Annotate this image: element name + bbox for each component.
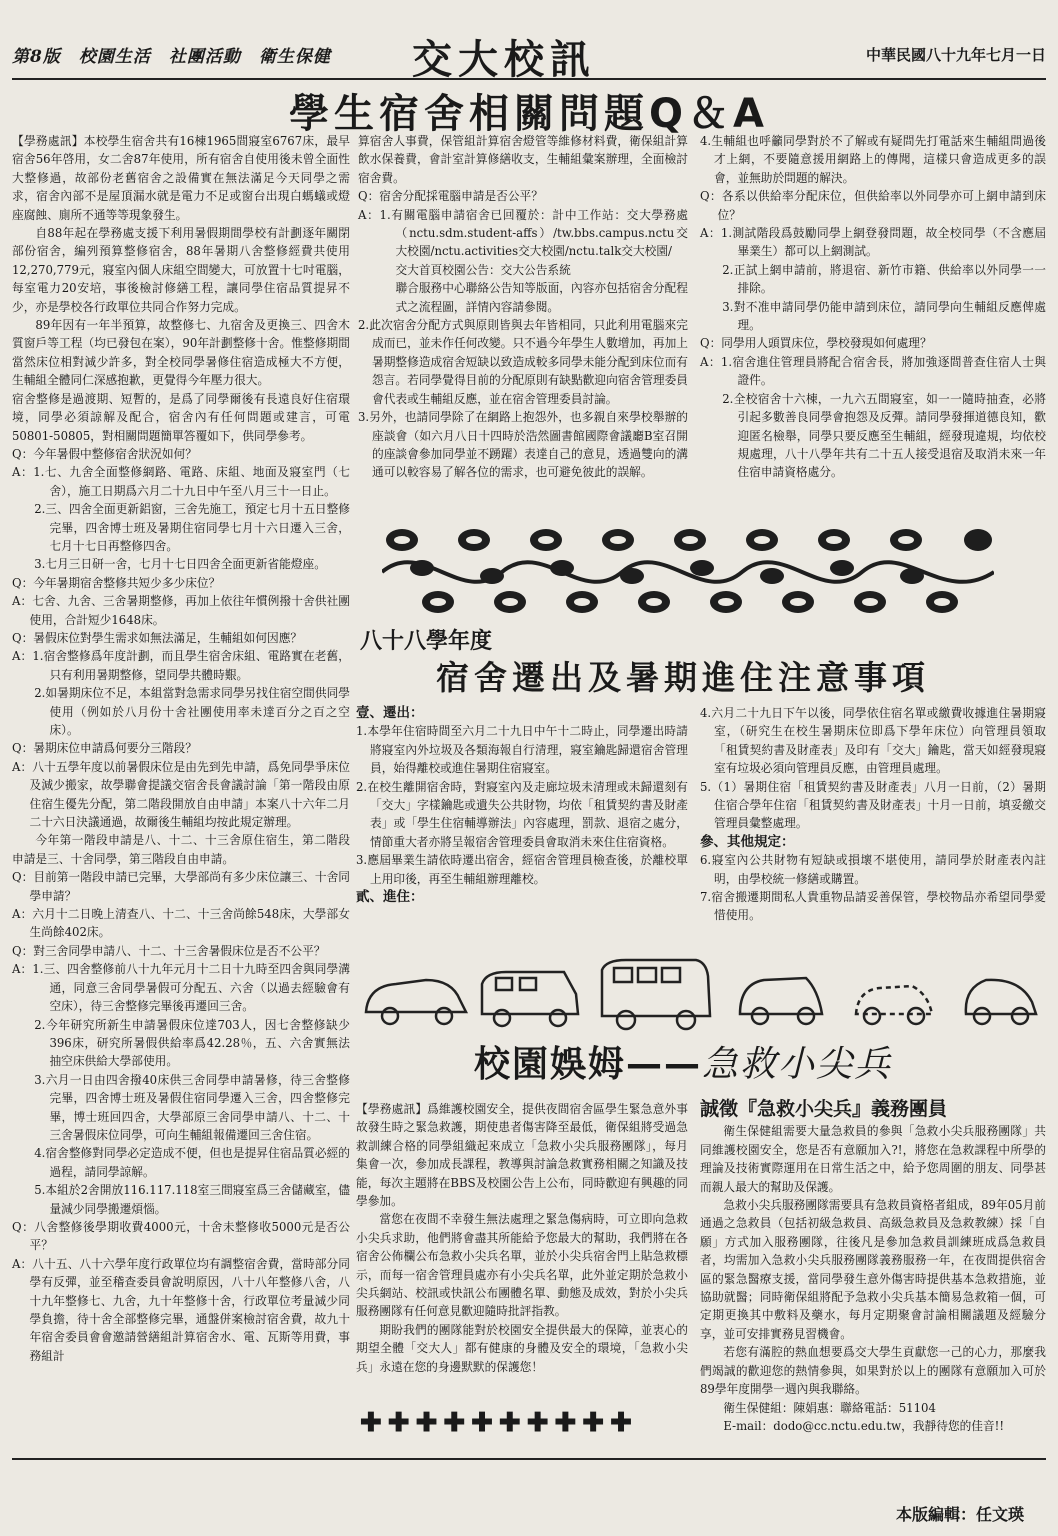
section2-title: 宿舍遷出及暑期進住注意事項 — [436, 658, 930, 697]
notice-item: 3.應屆畢業生請依時遷出宿舍，經宿舍管理員檢查後，於離校單上用印後，再至生輔組辦理離校。 — [356, 853, 688, 886]
answer: A：1.測試階段爲鼓勵同學上網登發問題，故全校同學（不含應屆畢業生）都可以上網測試。 — [700, 226, 1046, 259]
answer-item: 3.六月一日由四舍撥40床供三舍同學申請暑修，待三舍整修完畢，四舍博士班及暑假住宿同學遷入三舍，四舍整修完畢，博士班回四舍，大學部原三舍同學申請八、十二、十三舍暑假床位同學，可向生輔組報備遷回三舍住宿。 — [34, 1072, 350, 1142]
answer: A：1.七、九舍全面整修網路、電路、床組、地面及寢室門（七舍），施工日期爲六月二十九日中午至八月三十一日止。 — [12, 465, 350, 498]
paragraph: 【學務處訊】爲維護校園安全，提供夜間宿舍區學生緊急意外事故發生時之緊急救護，期使患者傷害降至最低，衛保組將受過急救訓練合格的同學組織起來成立「急救小尖兵服務團隊」，每月集會一次，參加成長課程，教導與討論急救實務相關之知識及技能，每次主題將在BBS及校園公告上公布，同時歡迎有興趣的同學參加。 — [356, 1102, 688, 1209]
answer: A：八十五、八十六學年度行政單位均有調整宿舍費，當時部分同學有反彈，並至稽查委員會說明原因，八十八年整修八舍，八十九年整修七、九舍，九十年整修十舍，行政單位考量減少同學負擔，待十舍全部整修完畢，通盤併案檢討宿舍費，故九十年宿舍委員會會邀請營繕組計算宿舍水、電、瓦斯等用費，事務組計 — [12, 1256, 350, 1363]
footer-rule — [12, 1458, 1046, 1460]
answer: A：1.宿舍進住管理員將配合宿舍長，將加強逐間普查住宿人士與證件。 — [700, 354, 1046, 388]
paragraph: 宿舍整修是過渡期、短暫的，是爲了同學爾後有長遠良好住宿環境，同學必須諒解及配合，宿舍內有任何問題或建言，可電50801-50805，對相關問題簡單答覆如下，供同學參考。 — [12, 391, 350, 443]
notice-column-right — [700, 704, 1046, 925]
notice-item: 6.寢室內公共財物有短缺或損壞不堪使用，請同學於財產表內註明，由學校統一修繕或購置。 — [700, 853, 1046, 886]
first-aid-column-right — [700, 1100, 1046, 1435]
paragraph: 若您有滿腔的熱血想要爲交大學生貢獻您一己的心力，那麼我們竭誠的歡迎您的熱情參與，如果對於以上的團隊有意願加入可於89學年度開學一週內與我聯絡。 — [700, 1345, 1046, 1397]
section-heading: 壹、遷出： — [356, 705, 424, 721]
paragraph: 急救小尖兵服務團隊需要具有急救員資格者組成，89年05月前通過之急救員（包括初級急救員、高級急救員及急救教練）採「自願」方式加入服務團隊，往後凡是參加急救員訓練班成爲急救員者，均需加入急救小尖兵服務團隊義務服務一年，在夜間提供宿舍區的緊急醫療支援，當同學發生意外傷害時提供基本急救措施，並協助就醫；同時衛保組將配予急救小尖兵基本簡易急救箱一個，可定期更換其中敷料及藥水，每月定期聚會討論相關議題及經驗分享，並可安排實務見習機會。 — [700, 1198, 1046, 1341]
answer: A：1.宿舍整修爲年度計劃，而且學生宿舍床組、電路實在老舊，只有利用暑期整修，望同學共體時艱。 — [12, 649, 350, 682]
page-editor: 本版編輯：任文瑛 — [895, 1505, 1024, 1524]
section2-year: 八十八學年度 — [360, 629, 493, 654]
section3-title — [474, 1036, 892, 1087]
section-heading: 貳、進住： — [356, 889, 424, 906]
answer-item: 2.正試上網申請前，將退宿、新竹市籍、供給率以外同學一一排除。 — [722, 262, 1046, 296]
answer-item: 交大首頁校園公告：交大公告系統 — [395, 262, 571, 277]
question: Q：宿舍分配採電腦申請是否公平？ — [358, 189, 543, 204]
answer: A：七舍、九舍、三舍暑期整修，再加上依往年慣例撥十舍供社團使用，合計短少1648床。 — [12, 594, 350, 627]
answer-item: 4.宿舍整修對同學必定造成不便，但也是提昇住宿品質必經的過程，請同學諒解。 — [34, 1146, 350, 1179]
notice-item: 7.宿舍搬遷期間私人貴重物品請妥善保管，學校物品亦希望同學愛惜使用。 — [700, 890, 1046, 923]
paragraph: 當您在夜間不幸發生無法處理之緊急傷病時，可立即向急救小尖兵求助，他們將會盡其所能給予您最大的幫助，我們將在各宿舍公佈欄公布急救小尖兵名單，並於小尖兵宿舍門上貼急救標示，而每一宿舍管理員處亦有小尖兵名單，此外並定期於急救小尖兵網站、校訊或快訊公布團體名單、動態及成效，對於小尖兵服務團隊有任何意見歡迎隨時批評指教。 — [356, 1212, 688, 1319]
answer-item: 5.本組於2舍開放116.117.118室三間寢室爲三舍儲藏室，儘量減少同學搬遷煩惱。 — [34, 1183, 350, 1216]
notice-item: 5.（1）暑期住宿「租賃契約書及財產表」八月一日前，（2）暑期住宿合學年住宿「租賃契約書及財產表」十月一日前，填妥繳交管理員彙整處理。 — [700, 779, 1046, 831]
masthead — [12, 28, 1046, 83]
answer-item: 2.三、四舍全面更新鋁窗，三舍先施工，預定七月十五日整修完畢，四舍博士班及暑期住宿同學七月十六日遷入三舍，七月十七日再整修四舍。 — [34, 502, 350, 553]
notice-column-left — [356, 704, 688, 906]
page-section-label: 第8版 校園生活 社團活動 衛生保健 — [12, 47, 331, 67]
first-aid-column-left — [356, 1100, 688, 1376]
section-heading: 參、其他規定： — [700, 833, 795, 850]
paragraph: 今年第一階段申請是八、十二、十三舍原住宿生，第二階段申請是三、十舍同學，第三階段自由申請。 — [12, 833, 350, 866]
question: Q：今年暑假中整修宿舍狀況如何？ — [12, 446, 197, 461]
vehicles-illustration-icon — [356, 950, 1046, 1040]
question: Q：今年暑期宿舍整修共短少多少床位？ — [12, 575, 221, 590]
article-column-2 — [358, 132, 688, 482]
answer-item: 聯合服務中心聯絡公告知等版面，內容亦包括宿舍分配程式之流程圖，詳情內容請參閱。 — [395, 281, 688, 314]
section3-title-script: 急救小尖兵 — [702, 1044, 893, 1085]
headline: 學生宿舍相關問題Q＆A — [289, 91, 769, 137]
answer-item: 2.今年研究所新生申請暑假床位達703人，因七舍整修缺少396床，研究所暑假供給率爲42.28％，五、六舍實無法抽空床供給大學部使用。 — [34, 1017, 350, 1069]
paragraph: 【學務處訊】本校學生宿舍共有16棟1965間寢室6767床，最早宿舍56年啓用，女二舍87年使用，所有宿舍自使用後未曾全面性大整修過，故部份老舊宿舍之設備實在無法滿足今天同學之需求，宿舍內部不是屋頂漏水就是電力不足或窗台出現白螞蟻或燈座腐蝕、廁所不通等等現象發生。 — [12, 134, 350, 222]
issue-date: 中華民國八十九年七月一日 — [865, 46, 1046, 64]
question: Q：目前第一階段申請已完畢，大學部尚有多少床位讓三、十舍同學申請？ — [12, 870, 350, 903]
answer: A：1.三、四舍整修前八十九年元月十二日十九時至四舍與同學溝通，同意三舍同學暑假可分配五、六舍（以過去經驗會有空床），待三舍整修完畢後再遷回三舍。 — [12, 962, 350, 1014]
answer-item: 2.此次宿舍分配方式與原則皆與去年皆相同，只此利用電腦來完成而已，並未作任何改變。只不過今年學生人數增加，再加上暑期整修造成宿舍短缺以致造成較多同學未能分配到床位而有怨言。若同學覺得目前的分配原則有缺點歡迎向宿舍管理委員會代表或生輔組反應，並在宿舍管理委員討論。 — [358, 318, 688, 406]
answer: A：六月十二日晚上清查八、十二、十三舍尚餘548床，大學部女生尚餘402床。 — [12, 907, 350, 940]
newspaper-title: 交大校訊 — [412, 36, 596, 83]
question: Q：對三舍同學申請八、十二、十三舍暑假床位是否不公平？ — [12, 943, 326, 958]
contact-info: 衛生保健組：陳娟惠：聯絡電話：51104 — [723, 1400, 936, 1415]
answer: A：八十五學年度以前暑假床位是由先到先申請，爲免同學爭床位及減少搬家，故學聯會提議交宿舍長會議討論「第一階段由原住宿生優先分配，第二階段開放自由申請」本案八十六年二月二十六日決議通過，故爾後生輔組均按此規定辦理。 — [12, 759, 350, 830]
answer-item: 3.對不准申請同學仍能申請到床位，請同學向生輔組反應俾處理。 — [722, 299, 1046, 333]
notice-item: 4.六月二十九日下午以後，同學依住宿名單或繳費收據進住暑期寢室，（研究生在校生暑期床位即爲下學年床位）向管理員領取「租賃契約書及財產表」及印有「交大」鑰匙，當天如經發現寢室有垃圾必須向管理員反應，由管理員處理。 — [700, 706, 1046, 776]
question: Q：暑假床位對學生需求如無法滿足，生輔組如何因應？ — [12, 630, 303, 645]
question: Q：同學用人頭買床位，學校發現如何處理？ — [700, 336, 932, 351]
section3-title-main: 校園娛姆—— — [474, 1044, 703, 1085]
paragraph: 89年因有一年半預算，故整修七、九宿舍及更換三、四舍木質窗戶等工程（均已發包在案），90年計劃整修十舍。惟整修期間當然床位相對減少許多，對全校同學暑修住宿造成極大不方便，生輔組全體同仁深感抱歉，更覺得今年壓力很大。 — [12, 318, 350, 388]
question: Q：各系以供給率分配床位，但供給率以外同學亦可上網申請到床位？ — [700, 189, 1046, 222]
article-column-3 — [700, 132, 1046, 482]
question: Q：暑期床位申請爲何要分三階段？ — [12, 741, 197, 756]
recruitment-heading: 誠徵『急救小尖兵』義務團員 — [700, 1098, 948, 1120]
email-info: E-mail：dodo@cc.nctu.edu.tw，我靜待您的佳音!! — [723, 1418, 1005, 1433]
answer-item: 3.另外，也請同學除了在網路上抱怨外，也多親自來學校舉辦的座談會（如六月八日十四時於浩然圖書館國際會議廳B室召開的座談會參加同學並不踴躍）表達自己的意見，透過雙向的溝通可以較容易了解各位的需求，也可避免彼此的誤解。 — [358, 410, 688, 480]
paragraph: 衛生保健組需要大量急救員的參與「急救小尖兵服務團隊」共同維護校園安全，您是否有意願加入?!，將您在急救課程中所學的理論及技術實際運用在日常生活之中，給予您周圍的朋友、同學甚而親人最大的幫助及保護。 — [700, 1124, 1046, 1194]
masthead-rule — [12, 78, 1046, 80]
cross-ornament-icon: ✚✚✚✚✚✚✚✚✚✚ — [360, 1408, 638, 1438]
notice-item: 2.在校生離開宿舍時，對寢室內及走廊垃圾未清理或未歸還刻有「交大」字樣鑰匙或遺失公共財物，均依「租賃契約書及財產表」或「學生住宿輔導辦法」內容處理，罰款、退宿之處分，情節重大者亦將呈報宿舍管理委員會取消未來住住宿資格。 — [356, 779, 688, 849]
answer-item: 3.七月三日研一舍，七月十七日四舍全面更新省能燈座。 — [34, 557, 326, 572]
answer-item: 2.如暑期床位不足，本組當對急需求同學另找住宿空間供同學使用（例如於八月份十舍社團使用率未達百分之百之空床）。 — [34, 686, 350, 737]
question: Q：八舍整修後學期收費4000元，十舍未整修收5000元是否公平？ — [12, 1219, 350, 1253]
article-column-1 — [12, 132, 350, 1365]
answer: A：1.有關電腦申請宿舍已回覆於：計中工作站：交大學務處（nctu.sdm.student-affs）/tw.bbs.campus.nctu交大校園/nctu.activities交大校園/nctu.talk交大校園/ — [358, 207, 688, 259]
paragraph: 算宿舍人事費，保管組計算宿舍燈管等維修材料費，衛保組計算飲水保養費，會計室計算修繕收支，生輔組彙案辦理，全面檢討宿舍費。 — [358, 134, 688, 185]
answer-item: 4.生輔組也呼籲同學對於不了解或有疑問先打電話來生輔組問過後才上網，不要隨意援用網路上的傳聞，這樣只會造成更多的誤會，並無助於問題的解決。 — [700, 134, 1046, 185]
answer-item: 2.全校宿舍十六棟，一九六五間寢室，如一一隨時抽查，必將引起多數善良同學會抱怨及反彈。請同學發揮道德良知，歡迎匿名檢舉，同學只要反應至生輔組，經發現違規，均依校規處理，八十八學年共有二十五人接受退宿及取消未來一年住宿申請資格處分。 — [722, 391, 1046, 480]
vine-ornament-icon — [382, 518, 994, 626]
notice-item: 1.本學年住宿時間至六月二十九日中午十二時止，同學遷出時請將寢室內外垃圾及各類海報自行清理，寢室鑰匙歸還宿舍管理員，始得離校或進住暑期住宿寢室。 — [356, 724, 688, 776]
paragraph: 自88年起在學務處支援下利用暑假期間學校有計劃逐年關閉部份宿舍，編列預算整修宿舍，88年暑期八舍整修經費共使用12,270,779元，寢室內個人床組空間變大，可放置十七吋電腦，每室電力20安培，事後檢討修繕工程，讓同學住宿品質提昇不少，亦是學校各行政單位共同合作努力完成。 — [12, 226, 350, 314]
paragraph: 期盼我們的團隊能對於校園安全提供最大的保障，並衷心的期望全體「交大人」都有健康的身體及安全的環境，「急救小尖兵」永遠在您的身邊默默的保護您！ — [356, 1322, 688, 1374]
